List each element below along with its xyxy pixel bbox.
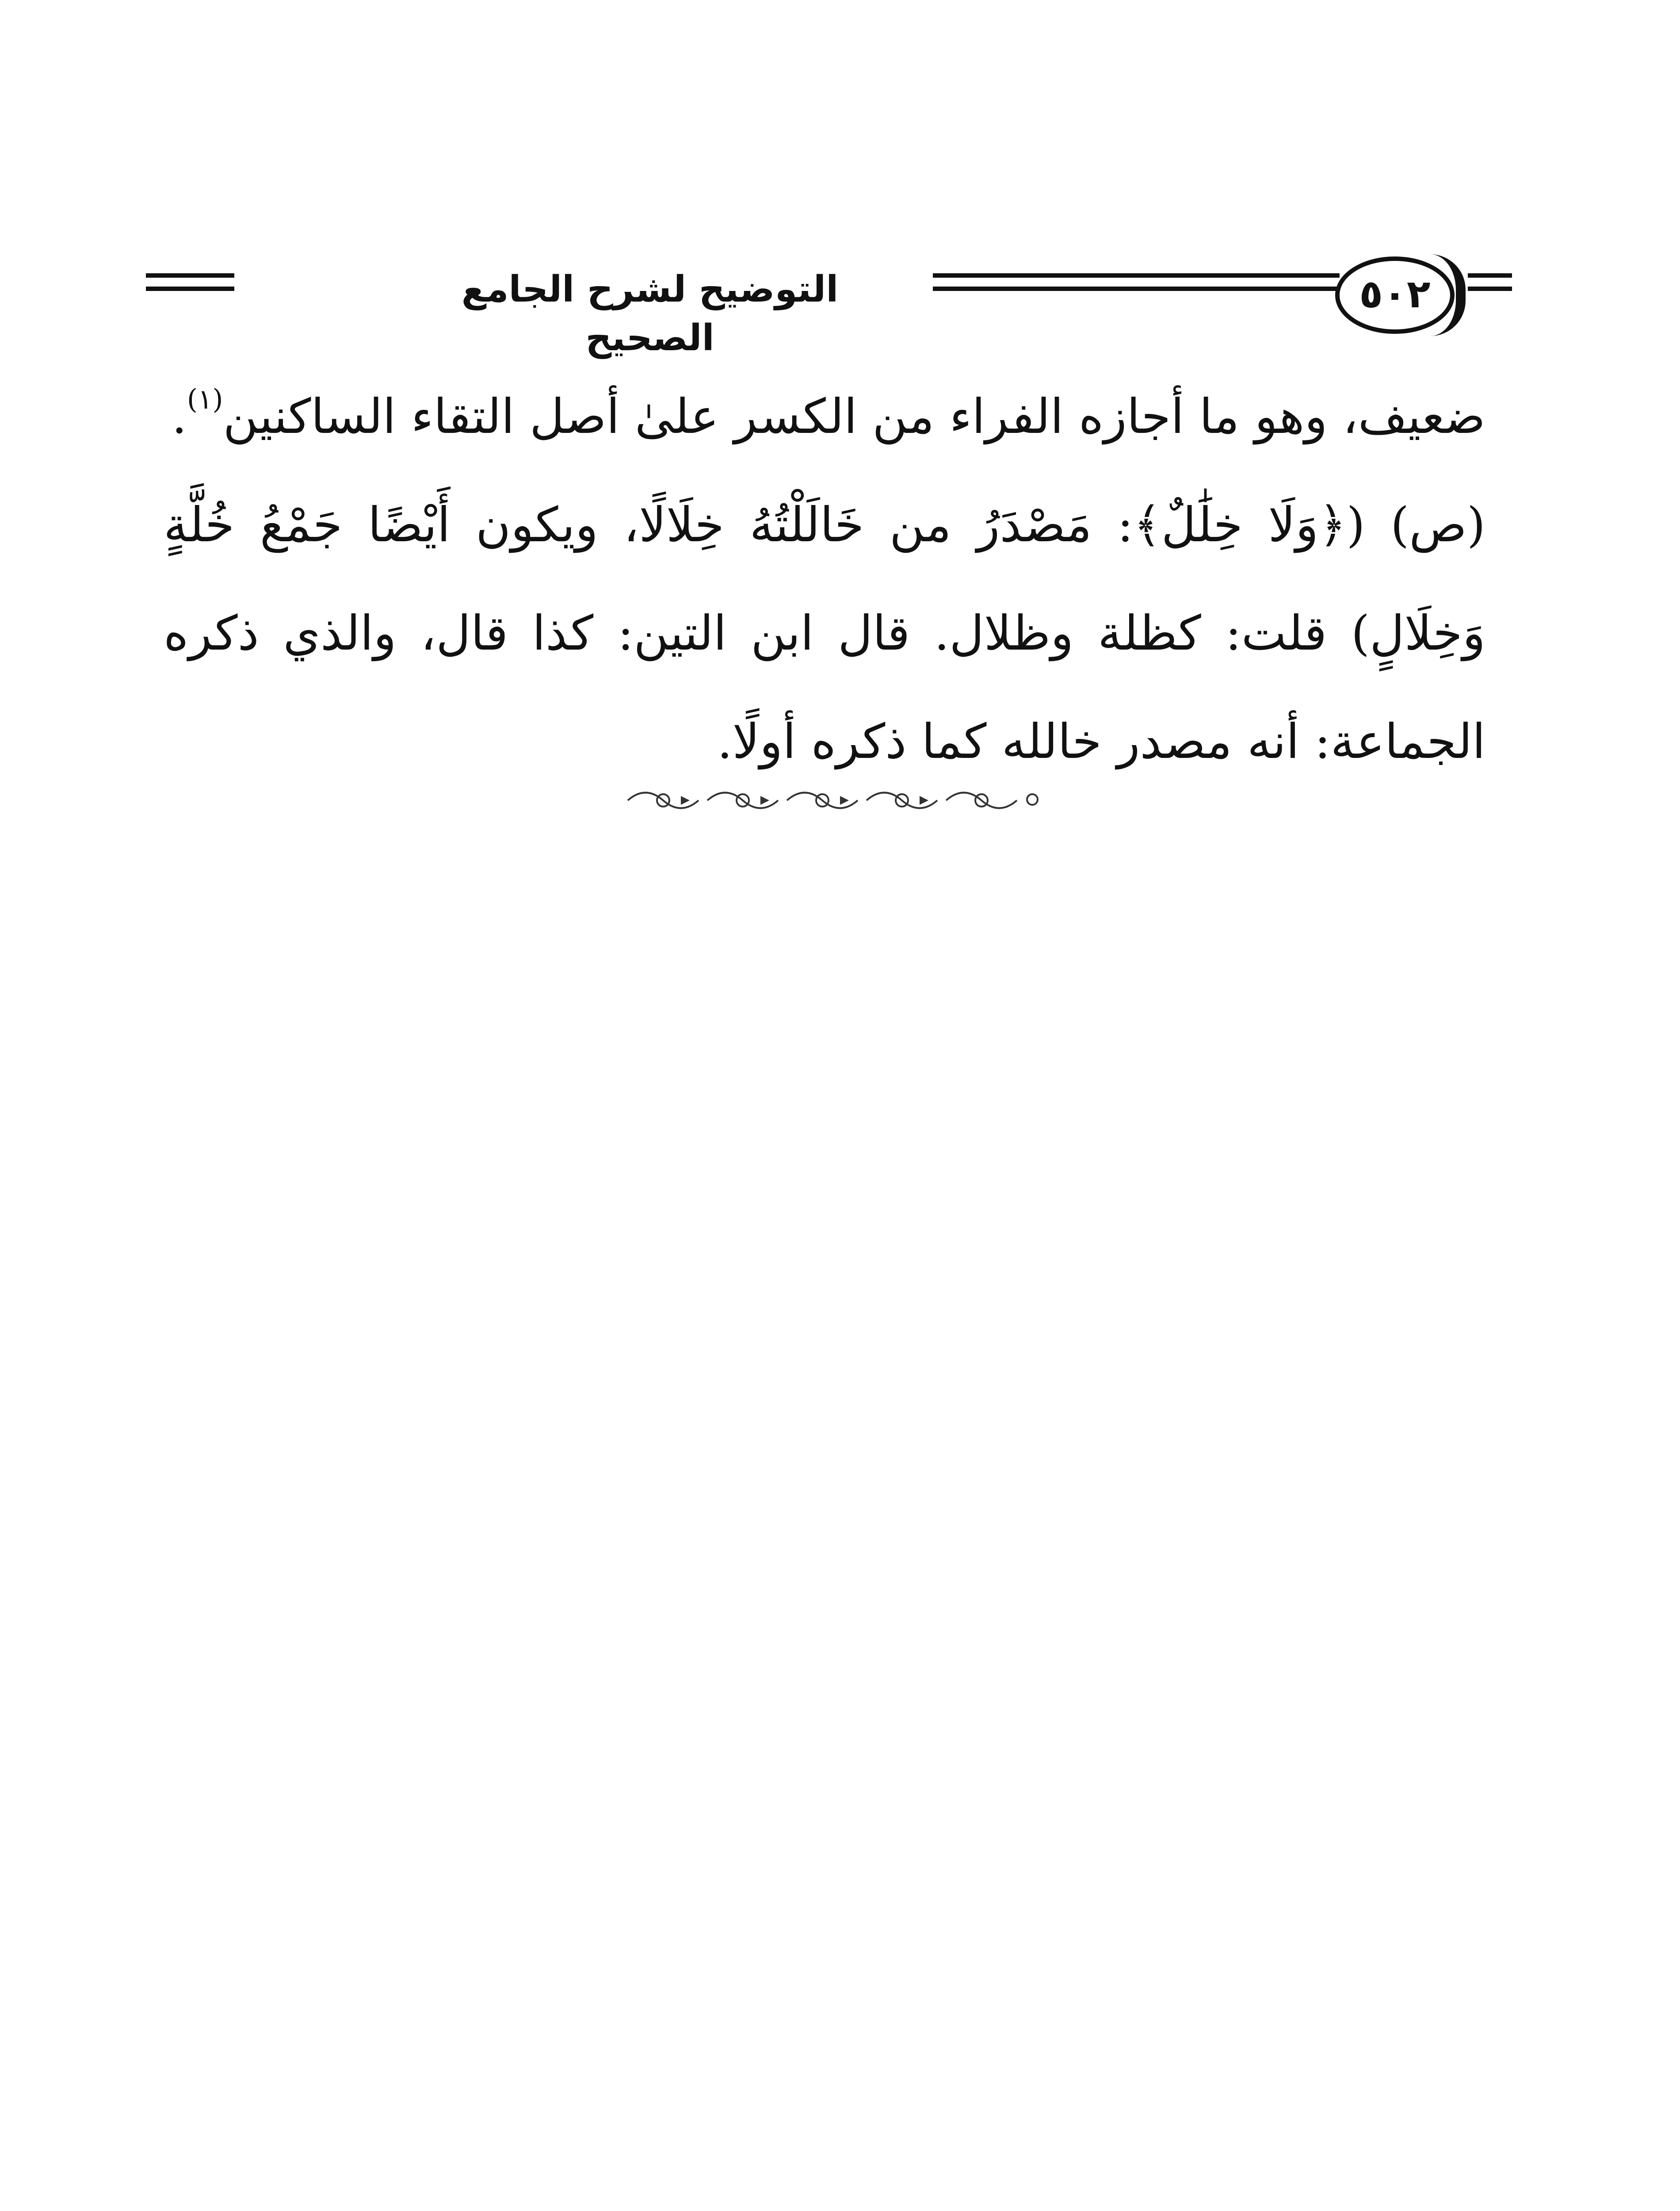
running-title: التوضيح لشرح الجامع الصحيح: [461, 268, 839, 359]
floral-divider-icon: [619, 783, 1043, 818]
page-number: ٥٠٢: [1359, 271, 1431, 317]
badge-arc-ornament: [1430, 254, 1466, 336]
header-rule-tail-top: [1468, 273, 1512, 278]
header-rule-right-top: [933, 273, 1340, 278]
page-header: [146, 248, 1512, 367]
paragraph-1: [164, 363, 1485, 471]
header-rule-right-bottom: [933, 287, 1340, 291]
paragraph-2: (ص) (﴿وَلَا خِلَٰلٌ﴾: مَصْدَرُ من خَالَلْتُهُ خِلَالًا، ويكون أَيْضًا جَمْعُ خُلَّةٍ وَخِلَالٍ) قلت: كظلة وظلال. قال ابن التين: كذا قال، والذي ذكره الجماعة: أنه مصدر خالله كما ذكره أولًا.: [164, 497, 1485, 769]
paragraph-1-period: .: [172, 389, 187, 444]
header-rule-tail-bottom: [1468, 287, 1512, 291]
paragraph-1-text: ضعيف، وهو ما أجازه الفراء من الكسر علىٰ أصل التقاء الساكنين: [223, 389, 1485, 444]
header-rule-left-bottom: [146, 287, 234, 291]
main-text: [164, 363, 1485, 796]
footnote-reference: (١): [187, 383, 223, 415]
header-rule-left-top: [146, 273, 234, 278]
